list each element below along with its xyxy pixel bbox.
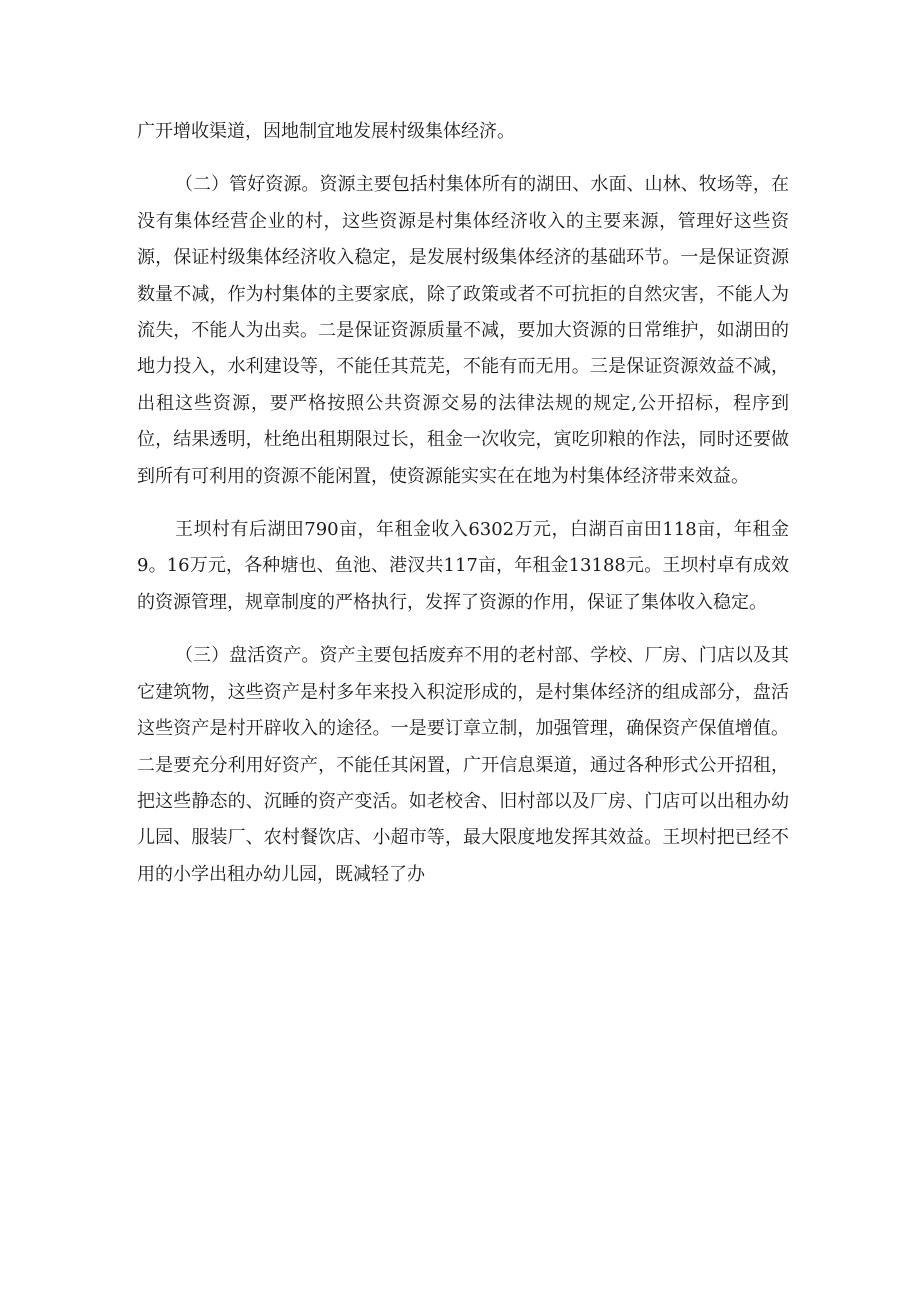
- paragraph-manage-resources: （二）管好资源。资源主要包括村集体所有的湖田、水面、山林、牧场等，在没有集体经营企业的村，这些资源是村集体经济收入的主要来源，管理好这些资源，保证村级集体经济收入稳定，是发展村级集体经济的基础环节。一是保证资源数量不减，作为村集体的主要家底，除了政策或者不可抗拒的自然灾害，不能人为流失，不能人为出卖。二是保证资源质量不减，要加大资源的日常维护，如湖田的地力投入，水利建设等，不能任其荒芜，不能有而无用。三是保证资源效益不减，出租这些资源，要严格按照公共资源交易的法律法规的规定,公开招标，程序到位，结果透明，杜绝出租期限过长，租金一次收完，寅吃卯粮的作法，同时还要做到所有可利用的资源不能闲置，使资源能实实在在地为村集体经济带来效益。: [137, 174, 789, 487]
- paragraph-continuation: 广开增收渠道，因地制宜地发展村级集体经济。: [137, 121, 515, 142]
- paragraph-wangba-example: 王坝村有后湖田790亩，年租金收入6302万元，白湖百亩田118亩，年租金9。16万元，各种塘也、鱼池、港汊共117亩，年租金13188元。王坝村卓有成效的资源管理，规章制度的严格执行，发挥了资源的作用，保证了集体收入稳定。: [137, 519, 789, 613]
- paragraph-revitalize-assets: （三）盘活资产。资产主要包括废弃不用的老村部、学校、厂房、门店以及其它建筑物，这些资产是村多年来投入积淀形成的，是村集体经济的组成部分，盘活这些资产是村开辟收入的途径。一是要订章立制，加强管理，确保资产保值增值。二是要充分利用好资产，不能任其闲置，广开信息渠道，通过各种形式公开招租，把这些静态的、沉睡的资产变活。如老校舍、旧村部以及厂房、门店可以出租办幼儿园、服装厂、农村餐饮店、小超市等，最大限度地发挥其效益。王坝村把已经不用的小学出租办幼儿园，既减轻了办: [137, 645, 789, 885]
- document-body: [137, 114, 789, 893]
